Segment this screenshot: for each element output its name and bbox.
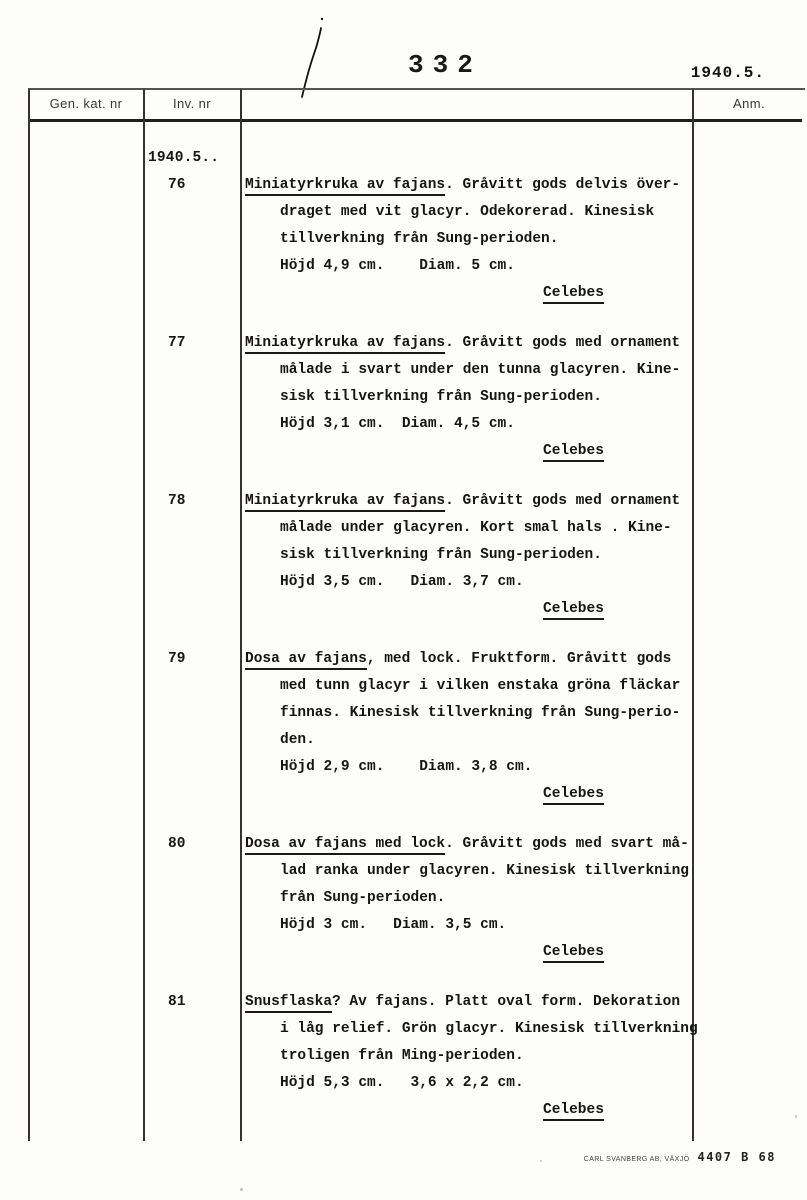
entry-title-rest: , med lock. Fruktform. Gråvitt gods (366, 651, 672, 667)
entry-origin-line (543, 781, 706, 808)
entry-text-line: med tunn glacyr i vilken enstaka gröna fläckar (280, 678, 681, 694)
entry-title-rest: . Gråvitt gods med ornament (445, 493, 681, 509)
column-divider-genkat-inv (143, 89, 145, 1141)
entry-origin: Celebes (543, 285, 604, 304)
catalog-entry-row (148, 831, 706, 966)
catalog-content (148, 145, 706, 1147)
entry-origin: Celebes (543, 944, 604, 963)
entry-text-line: draget med vit glacyr. Odekorerad. Kinesisk (280, 204, 655, 220)
entry-body-lines (245, 1016, 706, 1070)
entry-origin-line (543, 280, 706, 307)
entry-description (245, 330, 706, 465)
entry-description (245, 989, 706, 1124)
entry-origin-line (543, 1097, 706, 1124)
entries (148, 172, 706, 1124)
entry-origin: Celebes (543, 786, 604, 805)
catalog-entry-row (148, 989, 706, 1124)
entry-title: Dosa av fajans (245, 651, 367, 670)
catalog-entry-row (148, 488, 706, 623)
printer-name: CARL SVANBERG AB, VÄXJÖ (583, 1156, 690, 1163)
entry-text-line: finnas. Kinesisk tillverkning från Sung-perio- (280, 705, 681, 721)
entry-body-lines (245, 858, 706, 912)
entry-description (245, 646, 706, 808)
printer-code: 4407 B 68 (697, 1150, 776, 1164)
page-number: 332 (408, 50, 482, 80)
entry-origin: Celebes (543, 443, 604, 462)
inventory-number: 81 (168, 994, 186, 1010)
inventory-number: 76 (168, 177, 186, 193)
printer-imprint (584, 1150, 776, 1164)
entry-body-lines (245, 199, 706, 253)
entry-description (245, 488, 706, 623)
scan-speck (240, 1188, 243, 1191)
entry-title-line (245, 172, 706, 199)
entry-title-rest: ? Av fajans. Platt oval form. Dekoration (332, 994, 681, 1010)
entry-text-line: målade i svart under den tunna glacyren. Kine- (280, 362, 681, 378)
entry-dimensions: Höjd 5,3 cm. 3,6 x 2,2 cm. (280, 1075, 524, 1091)
entry-text-line: sisk tillverkning från Sung-perioden. (280, 547, 602, 563)
inventory-number: 80 (168, 836, 186, 852)
entry-title: Miniatyrkruka av fajans (245, 335, 445, 354)
entry-origin-line (543, 438, 706, 465)
entry-description (245, 172, 706, 307)
entry-dimensions: Höjd 3 cm. Diam. 3,5 cm. (280, 917, 507, 933)
entry-origin-line (543, 596, 706, 623)
entry-title-rest: . Gråvitt gods med ornament (445, 335, 681, 351)
scan-speck (540, 1160, 542, 1162)
entry-text-line: troligen från Ming-perioden. (280, 1048, 524, 1064)
entry-body-lines (245, 515, 706, 569)
year-reference: 1940.5. (690, 64, 765, 82)
entry-body-lines (245, 357, 706, 411)
entry-dimensions: Höjd 4,9 cm. Diam. 5 cm. (280, 258, 515, 274)
catalog-entry-row (148, 172, 706, 307)
entry-title: Miniatyrkruka av fajans (245, 177, 445, 196)
entry-title-line (245, 831, 706, 858)
entry-text-line: från Sung-perioden. (280, 890, 446, 906)
entry-dimensions: Höjd 2,9 cm. Diam. 3,8 cm. (280, 759, 533, 775)
entry-text-line: i låg relief. Grön glacyr. Kinesisk tillverkning (280, 1021, 698, 1037)
entry-dimensions: Höjd 3,5 cm. Diam. 3,7 cm. (280, 574, 524, 590)
entry-title-rest: . Gråvitt gods delvis över- (445, 177, 681, 193)
table-left-border (28, 89, 30, 1141)
inventory-number: 77 (168, 335, 186, 351)
catalog-entry-row (148, 330, 706, 465)
entry-description (245, 831, 706, 966)
entry-title-line (245, 488, 706, 515)
entry-title: Snusflaska (245, 994, 332, 1013)
entry-origin-line (543, 939, 706, 966)
entry-origin: Celebes (543, 601, 604, 620)
entry-title: Miniatyrkruka av fajans (245, 493, 445, 512)
entry-text-line: den. (280, 732, 315, 748)
entry-origin: Celebes (543, 1102, 604, 1121)
catalog-entry-row (148, 646, 706, 808)
column-header-anm: Anm. (733, 96, 765, 111)
inventory-number: 79 (168, 651, 186, 667)
scan-speck (795, 1115, 797, 1118)
entry-title-rest: . Gråvitt gods med svart må- (445, 836, 689, 852)
column-header-inv-nr: Inv. nr (173, 96, 211, 111)
entry-text-line: lad ranka under glacyren. Kinesisk tillverkning (280, 863, 689, 879)
column-header-gen-kat-nr: Gen. kat. nr (49, 96, 123, 111)
entry-title: Dosa av fajans med lock (245, 836, 445, 855)
group-year-label: 1940.5.. (148, 150, 220, 166)
entry-title-line (245, 989, 706, 1016)
entry-dimensions: Höjd 3,1 cm. Diam. 4,5 cm. (280, 416, 515, 432)
inventory-number: 78 (168, 493, 186, 509)
entry-title-line (245, 646, 706, 673)
entry-text-line: sisk tillverkning från Sung-perioden. (280, 389, 602, 405)
entry-text-line: målade under glacyren. Kort smal hals . Kine- (280, 520, 672, 536)
entry-body-lines (245, 673, 706, 754)
entry-title-line (245, 330, 706, 357)
entry-text-line: tillverkning från Sung-perioden. (280, 231, 559, 247)
